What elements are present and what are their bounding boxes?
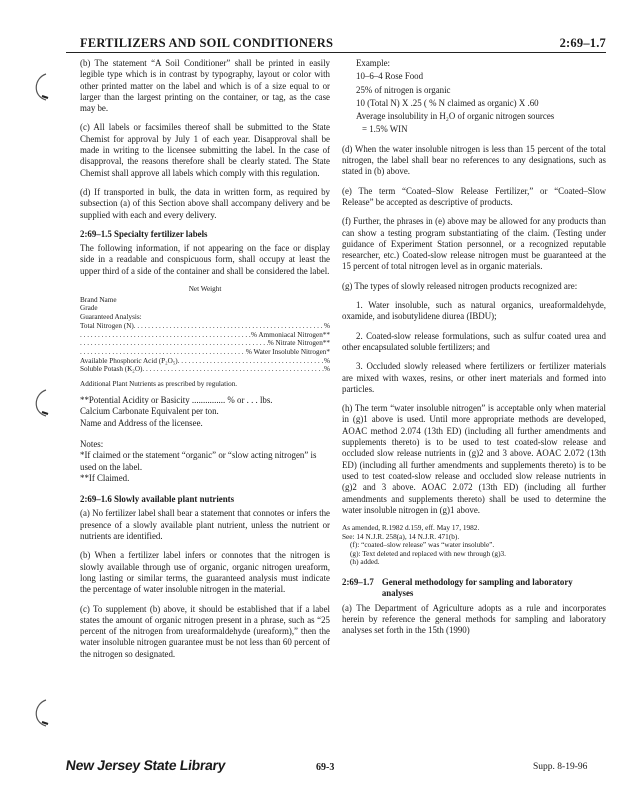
amendment-line: See: 14 N.J.R. 258(a), 14 N.J.R. 471(b).	[342, 531, 460, 541]
section-1-6-b: (b) When a fertilizer label infers or connotes that the nitrogen is slowly available through use of organic, organic nitrogen ureaform, long lasting or similar terms, the guaranteed analysis must indicate the percentage of water insoluble nitrogen in the material.	[80, 550, 330, 595]
section-1-7-a: (a) The Department of Agriculture adopts as a rule and incorporates herein by reference the general methods for sampling and laboratory analyses set forth in the 15th (1990)	[342, 602, 606, 636]
right-column	[342, 58, 606, 645]
additional-nutrients-line: Additional Plant Nutrients as prescribed by regulation.	[80, 380, 238, 389]
left-column	[80, 58, 330, 668]
paragraph-h: (h) The term “water insoluble nitrogen” is acceptable only when material in (g)1 above is used. Until more appropriate methods are developed, AOAC method 2.074 (13th ED) (including all further amendments and supplements thereto) is to be used to test coated-slow release and occluded slow release nutrients in (g)2 and 3 above. AOAC 2.072 (13th ED) (including all further amendments and supplements thereto) is to be used to test coated-slow release and occluded slow release nutrients in (g)2 and 3 above. AOAC 2.072 (13th ED) (including all further amendments and supplements thereto) shall be used to determine the water insoluble nitrogen in (g)1 above.	[342, 403, 606, 515]
label-grade: Grade	[80, 304, 98, 313]
section-heading-1-5: 2:69–1.5 Specialty fertilizer labels	[80, 228, 208, 239]
list-item-g1: 1. Water insoluble, such as natural organics, ureaformaldehyde, oxamide, and isobutylidene diurea (IBDU);	[342, 300, 606, 322]
binding-hole-mark	[26, 386, 52, 420]
paragraph-d: (d) If transported in bulk, the data in written form, as required by subsection (a) of this Section above shall accompany delivery and be supplied with each and every delivery.	[80, 186, 330, 220]
label-example-box	[80, 285, 330, 374]
section-1-7-number: 2:69–1.7	[342, 577, 374, 588]
paragraph-g: (g) The types of slowly released nitrogen products recognized are:	[342, 280, 578, 291]
header-rule	[66, 52, 606, 53]
potential-acidity-line: **Potential Acidity or Basicity ............... % or . . . lbs.	[80, 395, 273, 406]
example-line: 25% of nitrogen is organic	[356, 84, 451, 95]
page-number: 69-3	[316, 762, 335, 773]
paragraph-e: (e) The term “Coated–Slow Release Fertilizer,” or “Coated–Slow Release” be accepted as descriptive of products.	[342, 185, 606, 207]
example-line: 10 (Total N) X .25 ( % N claimed as organic) X .60	[356, 97, 539, 108]
amendment-notes	[342, 524, 606, 567]
library-stamp: New Jersey State Library	[64, 757, 227, 773]
label-phosphoric-row: Available Phosphoric Acid (P₂O₅) . . . %	[80, 357, 330, 366]
amendment-line: (h) added.	[350, 557, 380, 567]
calcium-carbonate-line: Calcium Carbonate Equivalent per ton.	[80, 406, 219, 417]
label-total-nitrogen: Total Nitrogen (N)	[80, 321, 134, 330]
paragraph-f: (f) Further, the phrases in (e) above may be allowed for any products than can show a testing program substantiating of the claim. (Testing under guidance of Experiment Station personnel, or a recognized reputable researcher, etc.) Coated-slow release nitrogen must be guaranteed at the 15 percent of total nitrogen level as in organic materials.	[342, 216, 606, 272]
section-1-6-a: (a) No fertilizer label shall bear a statement that connotes or infers the presence of a slowly available plant nutrient, unless the nutrient or nutrients are identified.	[80, 508, 330, 542]
label-guaranteed-analysis: Guaranteed Analysis:	[80, 313, 142, 322]
header-title: FERTILIZERS AND SOIL CONDITIONERS	[80, 36, 334, 50]
label-potash: Soluble Potash (K₂O)	[80, 365, 143, 374]
label-nitrate-row	[80, 339, 330, 348]
label-phosphoric: Available Phosphoric Acid (P₂O₅)	[80, 356, 178, 365]
paragraph-d-right: (d) When the water insoluble nitrogen is less than 15 percent of the total nitrogen, the label shall bear no references to any designations, such as stated in (b) above.	[342, 143, 606, 177]
label-total-nitrogen-row: Total Nitrogen (N) . . . %	[80, 322, 330, 331]
label-net-weight: Net Weight	[188, 285, 222, 294]
label-ammoniacal: % Ammoniacal Nitrogen**	[250, 330, 330, 339]
paragraph-c: (c) All labels or facsimiles thereof shall be submitted to the State Chemist for approval by July 1 of each year. Disapproval shall be made in writing to the licensee submitting the label. In the case of disapproval, the reasons therefore shall be clearly stated. The State Chemist shall approve all labels which comply with this regulation.	[80, 122, 330, 178]
binding-hole-mark	[26, 696, 52, 730]
amendment-line: As amended, R.1982 d.159, eff. May 17, 1982.	[342, 523, 480, 533]
example-title: Example:	[356, 58, 391, 68]
list-item-g3: 3. Occluded slowly released where fertilizers or fertilizer materials are mixed with waxes, resins, or other inert materials and formed into particles.	[342, 361, 606, 394]
notes-title: Notes:	[80, 438, 104, 449]
section-1-5-intro: The following information, if not appearing on the face or display side in a readable and conspicuous form, shall occupy at least the upper third of a side of the container and shall be considered the label.	[80, 243, 330, 276]
label-brand-name: Brand Name	[80, 295, 117, 304]
binding-hole-mark	[26, 70, 52, 104]
label-nitrate: % Nitrate Nitrogen**	[267, 339, 330, 348]
example-line: 10–6–4 Rose Food	[356, 71, 424, 82]
example-line: = 1.5% WIN	[362, 124, 408, 135]
header-section-number: 2:69–1.7	[559, 36, 606, 50]
note-1: *If claimed or the statement “organic” or “slow acting nitrogen” is used on the label.	[80, 450, 317, 472]
label-water-insoluble-row	[80, 348, 330, 357]
section-heading-1-6: 2:69–1.6 Slowly available plant nutrients	[80, 494, 235, 505]
section-1-6-c: (c) To supplement (b) above, it should be established that if a label states the amount of organic nitrogen present in a phrase, such as “25 percent of the nitrogen from ureaformaldehyde (ureaform),” then the water insoluble nitrogen guarantee must be not less than 60 percent of the nitrogen so designated.	[80, 603, 330, 659]
note-2: **If Claimed.	[80, 472, 130, 483]
list-item-g2: 2. Coated-slow release formulations, such as sulfur coated urea and other encapsulated soluble fertilizers; and	[342, 330, 606, 352]
amendment-line: (f): “coated–slow release” was “water insoluble”.	[350, 540, 495, 550]
paragraph-b: (b) The statement “A Soil Conditioner” shall be printed in easily legible type which is in contrast by typography, layout or color with other printed matter on the label and which is of a size equal to or larger than the largest printing on the container, or tag, as the case may be.	[80, 58, 330, 114]
amendment-line: (g): Text deleted and replaced with new through (g)3.	[350, 548, 506, 558]
example-line: Average insolubility in H₂O of organic nitrogen sources	[356, 111, 555, 122]
label-ammoniacal-row	[80, 331, 330, 340]
name-address-line: Name and Address of the licensee.	[80, 417, 203, 428]
section-1-7-title: General methodology for sampling and laboratory analyses	[381, 577, 573, 599]
label-potash-row: Soluble Potash (K₂O) . . . %	[80, 365, 330, 374]
label-water-insoluble: % Water Insoluble Nitrogen*	[245, 347, 330, 356]
example-block	[356, 58, 606, 136]
supplement-date: Supp. 8-19-96	[533, 762, 588, 772]
section-heading-1-7	[342, 577, 606, 600]
